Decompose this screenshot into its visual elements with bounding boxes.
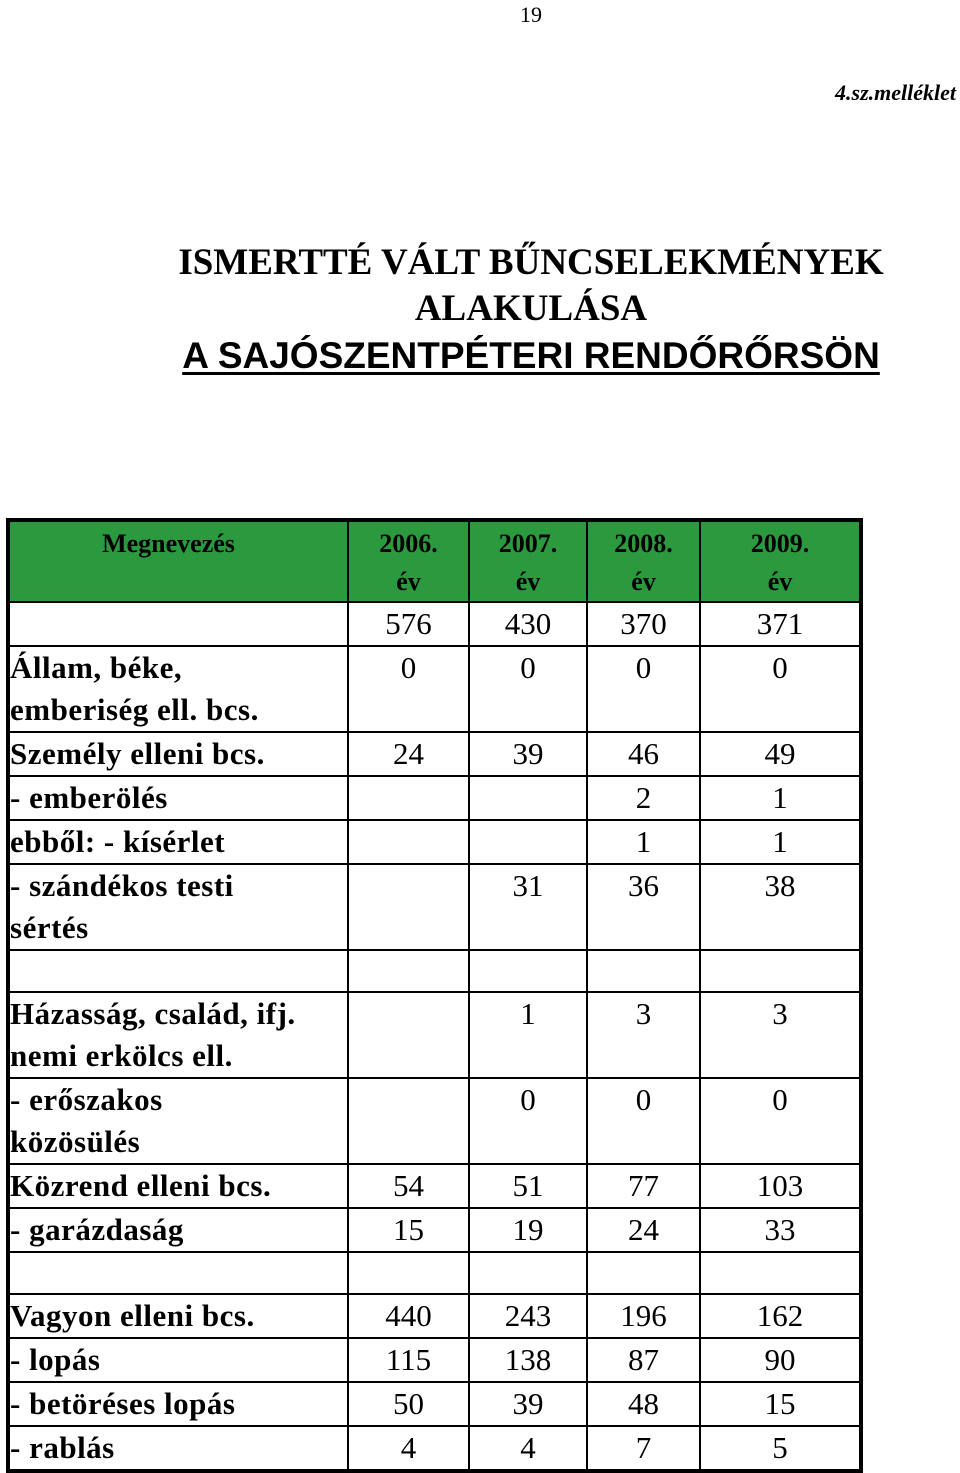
table-row — [8, 646, 861, 732]
cell-value — [348, 1078, 469, 1164]
table-row — [8, 1426, 861, 1471]
row-label-line: - betöréses lopás — [10, 1386, 236, 1421]
row-label — [8, 1252, 348, 1294]
cell-value: 50 — [348, 1382, 469, 1426]
cell-value: 162 — [700, 1294, 861, 1338]
cell-value: 0 — [700, 1078, 861, 1164]
row-label-line: - garázdaság — [10, 1212, 184, 1247]
cell-value: 48 — [587, 1382, 700, 1426]
cell-value: 1 — [587, 820, 700, 864]
cell-value: 15 — [700, 1382, 861, 1426]
cell-value: 38 — [700, 864, 861, 950]
row-label-line: közösülés — [10, 1124, 141, 1159]
row-label — [8, 776, 348, 820]
cell-value — [469, 820, 587, 864]
row-label — [8, 1382, 348, 1426]
header-name: Megnevezés — [8, 520, 348, 602]
cell-value: 46 — [587, 732, 700, 776]
cell-value: 0 — [469, 646, 587, 732]
row-label-line: emberiség ell. bcs. — [10, 692, 259, 727]
row-label — [8, 1338, 348, 1382]
row-label — [8, 950, 348, 992]
table-row — [8, 1078, 861, 1164]
title-line-3: A SAJÓSZENTPÉTERI RENDŐRŐRSÖN — [182, 335, 880, 376]
header-year-2007: 2007. év — [469, 520, 587, 602]
row-label — [8, 1078, 348, 1164]
header-year-2006: 2006. év — [348, 520, 469, 602]
cell-value — [348, 992, 469, 1078]
cell-value: 7 — [587, 1426, 700, 1471]
cell-value: 1 — [700, 820, 861, 864]
cell-value: 0 — [587, 646, 700, 732]
cell-value: 15 — [348, 1208, 469, 1252]
row-label-line: - emberölés — [10, 780, 168, 815]
table-row — [8, 864, 861, 950]
cell-value: 3 — [587, 992, 700, 1078]
cell-value: 3 — [700, 992, 861, 1078]
row-label-line: - erőszakos — [10, 1082, 163, 1117]
table-row — [8, 602, 861, 646]
cell-value: 90 — [700, 1338, 861, 1382]
cell-value: 1 — [700, 776, 861, 820]
row-label-line: nemi erkölcs ell. — [10, 1038, 233, 1073]
table-row — [8, 776, 861, 820]
row-label-line: Közrend elleni bcs. — [10, 1168, 272, 1203]
header-year-2008: 2008. év — [587, 520, 700, 602]
row-label-line: sértés — [10, 910, 89, 945]
cell-value: 1 — [469, 992, 587, 1078]
row-label — [8, 646, 348, 732]
row-label-line: Vagyon elleni bcs. — [10, 1298, 255, 1333]
cell-value — [469, 776, 587, 820]
row-label-line: Állam, béke, — [10, 650, 183, 685]
row-label-line: Személy elleni bcs. — [10, 736, 265, 771]
cell-value: 33 — [700, 1208, 861, 1252]
row-label — [8, 1208, 348, 1252]
cell-value: 39 — [469, 732, 587, 776]
cell-value — [348, 820, 469, 864]
cell-value: 370 — [587, 602, 700, 646]
row-label-line: ebből: - kísérlet — [10, 824, 226, 859]
cell-value — [348, 1252, 469, 1294]
cell-value: 31 — [469, 864, 587, 950]
cell-value: 430 — [469, 602, 587, 646]
row-label-line: - rablás — [10, 1430, 115, 1465]
table-row — [8, 1382, 861, 1426]
cell-value: 24 — [348, 732, 469, 776]
title-line-1: ISMERTTÉ VÁLT BŰNCSELEKMÉNYEK — [178, 242, 884, 283]
header-year-2009: 2009. év — [700, 520, 861, 602]
cell-value — [700, 1252, 861, 1294]
row-label — [8, 732, 348, 776]
cell-value: 51 — [469, 1164, 587, 1208]
cell-value: 2 — [587, 776, 700, 820]
cell-value: 19 — [469, 1208, 587, 1252]
cell-value: 103 — [700, 1164, 861, 1208]
cell-value: 115 — [348, 1338, 469, 1382]
cell-value — [348, 776, 469, 820]
cell-value — [587, 950, 700, 992]
cell-value — [700, 950, 861, 992]
row-label — [8, 1294, 348, 1338]
row-label — [8, 992, 348, 1078]
cell-value: 49 — [700, 732, 861, 776]
table-row — [8, 1338, 861, 1382]
cell-value: 87 — [587, 1338, 700, 1382]
cell-value: 4 — [469, 1426, 587, 1471]
cell-value: 36 — [587, 864, 700, 950]
cell-value: 77 — [587, 1164, 700, 1208]
cell-value — [469, 1252, 587, 1294]
table-row — [8, 1252, 861, 1294]
cell-value: 196 — [587, 1294, 700, 1338]
row-label-line: Házasság, család, ifj. — [10, 996, 296, 1031]
cell-value: 0 — [587, 1078, 700, 1164]
cell-value: 0 — [348, 646, 469, 732]
table-row — [8, 1294, 861, 1338]
annex-label: 4.sz.melléklet — [835, 80, 956, 105]
table-row — [8, 1208, 861, 1252]
crime-statistics-table — [6, 518, 863, 1473]
cell-value — [348, 950, 469, 992]
cell-value: 243 — [469, 1294, 587, 1338]
cell-value: 54 — [348, 1164, 469, 1208]
cell-value: 5 — [700, 1426, 861, 1471]
cell-value: 576 — [348, 602, 469, 646]
table-header-row — [8, 520, 861, 602]
table-row — [8, 950, 861, 992]
page-number: 19 — [520, 2, 542, 27]
cell-value — [587, 1252, 700, 1294]
cell-value: 39 — [469, 1382, 587, 1426]
row-label — [8, 1164, 348, 1208]
cell-value: 0 — [700, 646, 861, 732]
row-label — [8, 602, 348, 646]
row-label — [8, 820, 348, 864]
cell-value — [348, 864, 469, 950]
row-label-line: - szándékos testi — [10, 868, 234, 903]
cell-value: 440 — [348, 1294, 469, 1338]
row-label-line: - lopás — [10, 1342, 101, 1377]
cell-value: 24 — [587, 1208, 700, 1252]
cell-value: 371 — [700, 602, 861, 646]
table-row — [8, 732, 861, 776]
table-row — [8, 992, 861, 1078]
table-row — [8, 1164, 861, 1208]
table-row — [8, 820, 861, 864]
cell-value: 4 — [348, 1426, 469, 1471]
title-line-2: ALAKULÁSA — [414, 288, 648, 329]
cell-value — [469, 950, 587, 992]
table-body — [8, 602, 861, 1471]
cell-value: 0 — [469, 1078, 587, 1164]
document-title — [0, 240, 960, 380]
row-label — [8, 1426, 348, 1471]
row-label — [8, 864, 348, 950]
cell-value: 138 — [469, 1338, 587, 1382]
